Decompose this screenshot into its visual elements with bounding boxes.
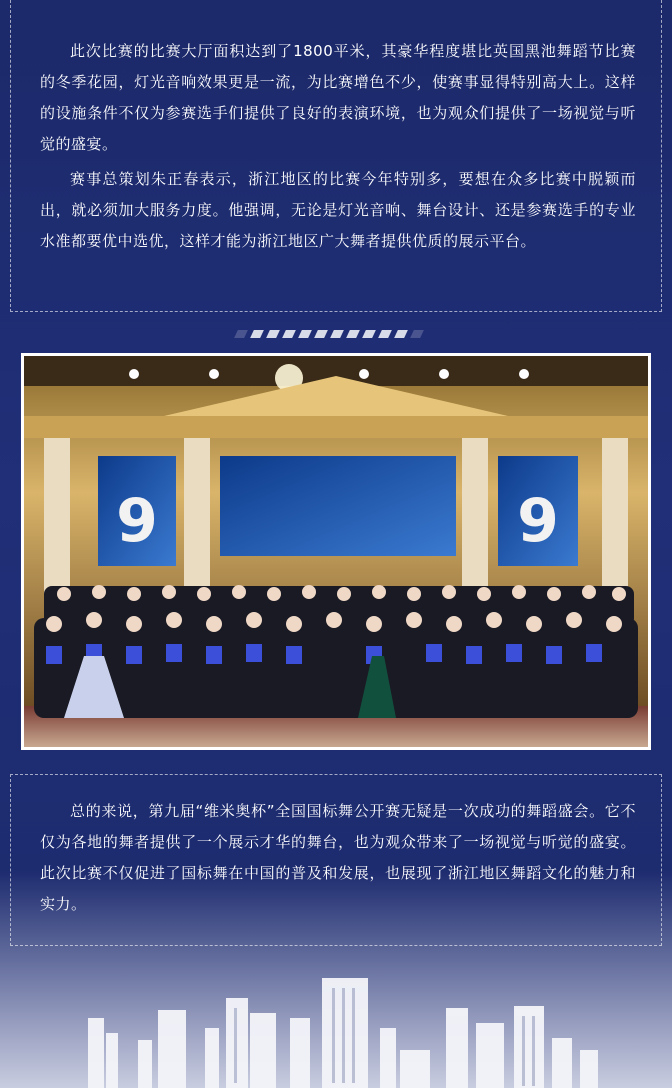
group-photo — [21, 353, 651, 750]
paragraph-venue: 此次比赛的比赛大厅面积达到了1800平米，其豪华程度堪比英国黑池舞蹈节比赛的冬季花园，灯光音响效果更是一流，为比赛增色不少，使赛事显得特别高大上。这样的设施条件不仅为参赛选手们提供了良好的表演环境，也为观众们提供了一场视觉与听觉的盛宴。 — [40, 42, 636, 153]
screen-number-right: 9 — [517, 486, 559, 556]
paragraph-planner: 赛事总策划朱正春表示，浙江地区的比赛今年特别多，要想在众多比赛中脱颖而出，就必须加大服务力度。他强调，无论是灯光音响、舞台设计、还是参赛选手的专业水准都要优中选优，这样才能为浙江地区广大舞者提供优质的展示平台。 — [40, 170, 636, 250]
stripe-divider — [236, 330, 436, 338]
group-photo-icon — [24, 356, 648, 747]
paragraph-summary: 总的来说，第九届“维米奥杯”全国国标舞公开赛无疑是一次成功的舞蹈盛会。它不仅为各地的舞者提供了一个展示才华的舞台，也为观众带来了一场视觉与听觉的盛宴。此次比赛不仅促进了国标舞在中国的普及和发展，也展现了浙江地区舞蹈文化的魅力和实力。 — [40, 802, 636, 913]
screen-number-left: 9 — [116, 486, 158, 556]
city-skyline-icon — [0, 978, 672, 1088]
